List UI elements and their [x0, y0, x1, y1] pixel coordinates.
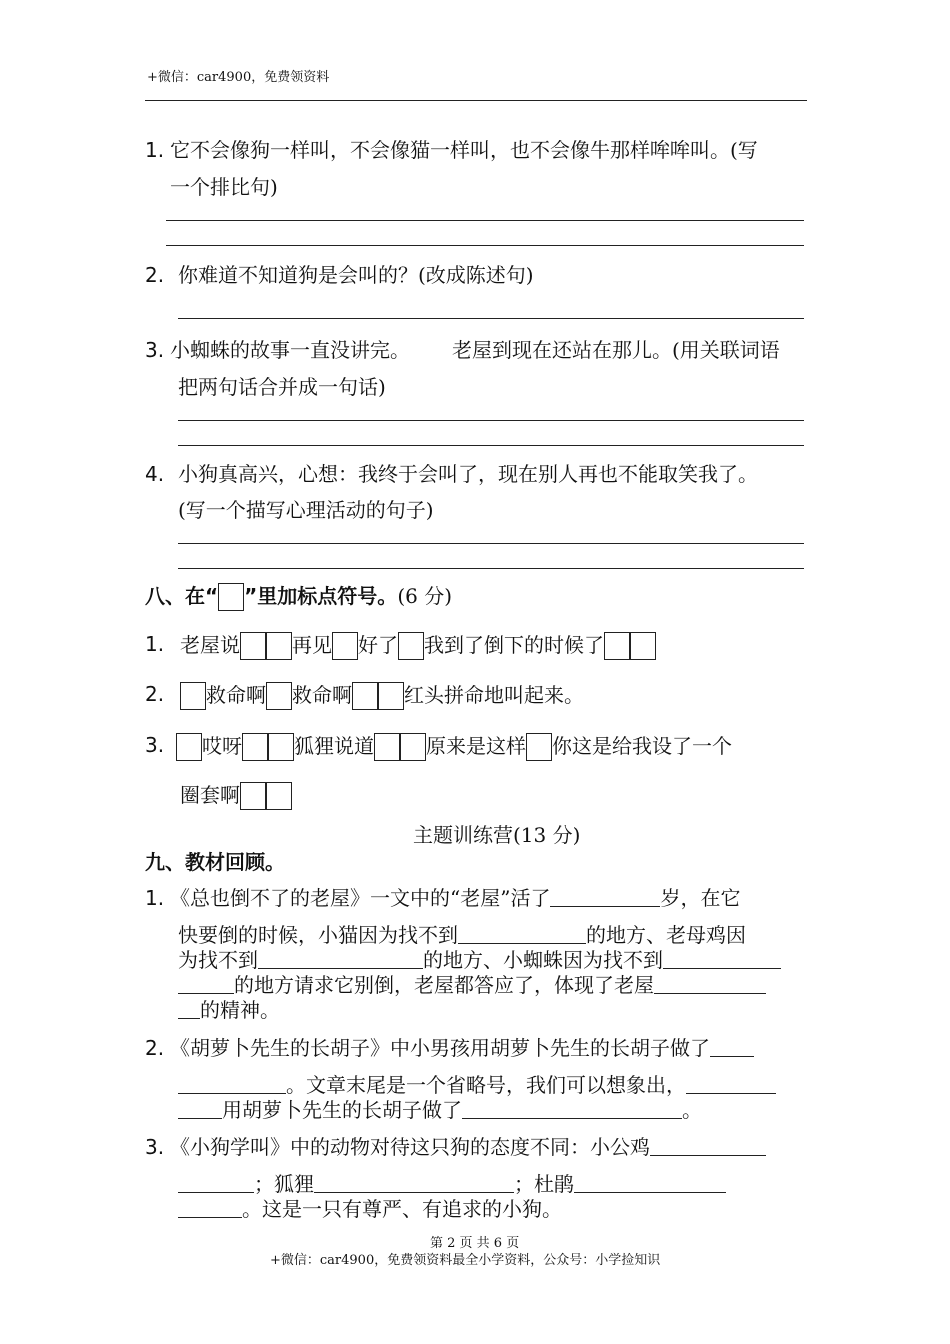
punctuation-box[interactable]: [266, 632, 292, 660]
q7-2-number: 2.: [145, 263, 165, 287]
q7-3-sentence-b: 老屋到现在还站在那儿。(用关联词语: [452, 338, 780, 362]
q9-1-number: 1.: [145, 886, 165, 910]
q9-1-line1: 《总也倒不了的老屋》一文中的“老屋”活了 岁，在它: [170, 886, 741, 910]
page-number: 第 2 页 共 6 页: [430, 1236, 520, 1251]
q8-1-number: 1.: [145, 632, 165, 656]
q9-3-line1: 《小狗学叫》中的动物对待这只狗的态度不同：小公鸡: [170, 1135, 766, 1159]
punctuation-box[interactable]: [266, 682, 292, 710]
fill-blank[interactable]: [178, 1075, 286, 1094]
footer-note: +微信：car4900，免费领资料最全小学资料，公众号：小学捡知识: [270, 1253, 661, 1268]
fill-blank[interactable]: [663, 950, 781, 969]
punctuation-box[interactable]: [604, 632, 630, 660]
q9-3-line3: 。这是一只有尊严、有追求的小狗。: [178, 1197, 562, 1221]
punctuation-box[interactable]: [400, 733, 426, 761]
q9-1-line2: 快要倒的时候，小猫因为找不到 的地方、老母鸡因: [178, 923, 746, 947]
answer-line[interactable]: [178, 445, 804, 446]
q7-1-text: 它不会像狗一样叫，不会像猫一样叫，也不会像牛那样哞哞叫。(写: [170, 138, 758, 162]
punctuation-box[interactable]: [374, 733, 400, 761]
q9-2-number: 2.: [145, 1036, 165, 1060]
fill-blank[interactable]: [458, 925, 586, 944]
punctuation-box[interactable]: [176, 733, 202, 761]
punctuation-box[interactable]: [378, 682, 404, 710]
q9-2-line1: 《胡萝卜先生的长胡子》中小男孩用胡萝卜先生的长胡子做了: [170, 1036, 754, 1060]
q8-3-text-cont: 圈套啊: [180, 782, 292, 810]
q7-2-text: 你难道不知道狗是会叫的？(改成陈述句): [178, 263, 534, 287]
fill-blank[interactable]: [314, 1174, 514, 1193]
fill-blank[interactable]: [178, 1100, 222, 1119]
punctuation-box[interactable]: [240, 632, 266, 660]
punctuation-box[interactable]: [630, 632, 656, 660]
q7-4-text: 小狗真高兴，心想：我终于会叫了，现在别人再也不能取笑我了。: [178, 462, 758, 486]
q8-1-text: 老屋说 再见 好了 我到了倒下的时候了: [180, 632, 656, 660]
punctuation-box[interactable]: [268, 733, 294, 761]
answer-line[interactable]: [166, 220, 804, 221]
fill-blank[interactable]: [178, 1174, 254, 1193]
punctuation-box[interactable]: [180, 682, 206, 710]
fill-blank[interactable]: [574, 1174, 726, 1193]
fill-blank[interactable]: [550, 888, 660, 907]
fill-blank[interactable]: [650, 1137, 766, 1156]
section9-title: 九、教材回顾。: [145, 850, 285, 874]
header-note: +微信：car4900，免费领资料: [147, 70, 330, 85]
fill-blank[interactable]: [686, 1075, 776, 1094]
answer-line[interactable]: [166, 245, 804, 246]
punctuation-box[interactable]: [526, 733, 552, 761]
q8-3-number: 3.: [145, 733, 165, 757]
punctuation-box[interactable]: [352, 682, 378, 710]
q7-3-text-cont: 把两句话合并成一句话): [178, 375, 386, 399]
fill-blank[interactable]: [178, 1000, 200, 1019]
punctuation-box[interactable]: [240, 782, 266, 810]
punctuation-box: [218, 583, 244, 611]
q9-1-line5: 的精神。: [178, 998, 280, 1022]
answer-line[interactable]: [178, 420, 804, 421]
answer-line[interactable]: [178, 318, 804, 319]
camp-title: 主题训练营(13 分): [413, 823, 581, 847]
fill-blank[interactable]: [654, 975, 766, 994]
q9-1-line4: 的地方请求它别倒，老屋都答应了，体现了老屋: [178, 973, 766, 997]
answer-line[interactable]: [178, 543, 804, 544]
q9-3-line2: ；狐狸 ；杜鹃: [178, 1172, 726, 1196]
fill-blank[interactable]: [462, 1100, 682, 1119]
punctuation-box[interactable]: [332, 632, 358, 660]
q9-2-line3: 用胡萝卜先生的长胡子做了 。: [178, 1098, 702, 1122]
q8-2-text: 救命啊 救命啊 红头拼命地叫起来。: [180, 682, 584, 710]
q7-4-number: 4.: [145, 462, 165, 486]
fill-blank[interactable]: [178, 975, 234, 994]
q9-3-number: 3.: [145, 1135, 165, 1159]
q8-3-text: 哎呀 狐狸说道 原来是这样 你这是给我设了一个: [176, 733, 732, 761]
q7-4-text-cont: (写一个描写心理活动的句子): [178, 498, 434, 522]
q7-1-text-cont: 一个排比句): [170, 175, 278, 199]
fill-blank[interactable]: [178, 1199, 242, 1218]
q7-3-sentence-a: 小蜘蛛的故事一直没讲完。: [170, 338, 410, 362]
q9-1-line3: 为找不到 的地方、小蜘蛛因为找不到: [178, 948, 781, 972]
header-divider: [145, 100, 807, 101]
fill-blank[interactable]: [710, 1038, 754, 1057]
punctuation-box[interactable]: [398, 632, 424, 660]
q7-1-number: 1.: [145, 138, 165, 162]
q7-3-number: 3.: [145, 338, 165, 362]
fill-blank[interactable]: [258, 950, 423, 969]
answer-line[interactable]: [178, 568, 804, 569]
q8-2-number: 2.: [145, 682, 165, 706]
punctuation-box[interactable]: [266, 782, 292, 810]
section8-title: 八、在“ ”里加标点符号。(6 分): [145, 583, 452, 611]
q9-2-line2: 。文章末尾是一个省略号，我们可以想象出，: [178, 1073, 776, 1097]
punctuation-box[interactable]: [242, 733, 268, 761]
